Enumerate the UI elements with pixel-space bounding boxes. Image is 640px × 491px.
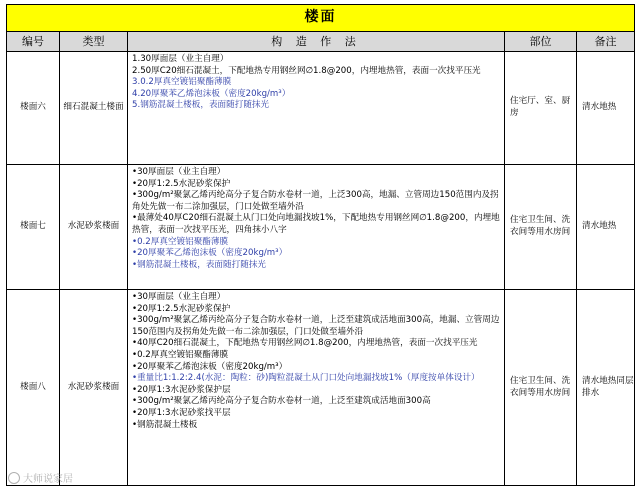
- construction-line: 4.20厚聚苯乙烯泡沫板（密度20kg/m³）: [132, 88, 291, 99]
- table-row: [7, 52, 635, 165]
- row-id: 楼面六: [7, 52, 60, 165]
- construction-line: •20厚1:3水泥砂浆找平层: [132, 407, 231, 418]
- construction-line: 3.0.2厚真空镀铝聚酯薄膜: [132, 77, 232, 88]
- construction-line: •40厚C20细石混凝土，下配地热专用钢丝网∅1.8@200，内埋地热管，表面一次找平压光: [132, 338, 478, 349]
- construction-line: •20厚1:2.5水泥砂浆保护: [132, 303, 231, 314]
- construction-line: 5.钢筋混凝土楼板，表面随打随抹光: [132, 100, 270, 111]
- construction-line: •300g/m²聚氯乙烯丙纶高分子复合防水卷材一道，上泛至建筑成活地面300高: [132, 396, 431, 407]
- construction-line: 2.50厚C20细石混凝土，下配地热专用钢丝网∅1.8@200，内埋地热管，表面一次找平压光: [132, 65, 481, 76]
- construction-line: •0.2厚真空镀铝聚酯薄膜: [132, 349, 229, 360]
- row-construction: [128, 290, 505, 486]
- construction-line: •300g/m²聚氯乙烯丙纶高分子复合防水卷材一道，上泛至建筑成活地面300高，地漏、立管周边150范围内及拐角处先做一布二涂加强层，门口处做至墙外沿: [132, 315, 500, 337]
- row-type: 细石混凝土楼面: [60, 52, 128, 165]
- header-construction: 构 造 作 法: [128, 32, 505, 52]
- construction-line: •钢筋混凝土楼板，表面随打随抹光: [132, 259, 266, 270]
- construction-line: •20厚聚苯乙烯泡沫板（密度20kg/m³）: [132, 361, 288, 372]
- row-remarks: 清水地热: [577, 52, 635, 165]
- row-location: 住宅厅、室、厨房: [505, 52, 577, 165]
- construction-line: •重量比1:1.2:2.4(水泥：陶粒：砂)陶粒混凝土从门口处向地漏找坡1%（厚度按单体设计）: [132, 373, 480, 384]
- watermark: [8, 470, 73, 485]
- construction-line: •20厚1:2.5水泥砂浆保护: [132, 178, 231, 189]
- header-location: 部位: [505, 32, 577, 52]
- construction-line: •30厚面层（业主自理）: [132, 292, 226, 302]
- construction-line: •300g/m²聚氯乙烯丙纶高分子复合防水卷材一道，上泛300高，地漏、立管周边150范围内及拐角处先做一布二涂加强层，门口处做至墙外沿: [132, 190, 499, 212]
- construction-line: •20厚聚苯乙烯泡沫板（密度20kg/m³）: [132, 248, 288, 259]
- table-row: [7, 165, 635, 290]
- table-row: [7, 290, 635, 486]
- header-type: 类型: [60, 32, 128, 52]
- watermark-text: 大师说家居: [23, 474, 73, 485]
- row-remarks: 清水地热: [577, 165, 635, 290]
- construction-line: •30厚面层（业主自理）: [132, 167, 226, 177]
- construction-line: •20厚1:3水泥砂浆保护层: [132, 384, 231, 395]
- construction-line: 1.30厚面层（业主自理）: [132, 54, 229, 64]
- header-id: 编号: [7, 32, 60, 52]
- row-id: 楼面七: [7, 165, 60, 290]
- construction-line: •0.2厚真空镀铝聚酯薄膜: [132, 236, 229, 247]
- row-remarks: 清水地热同层排水: [577, 290, 635, 486]
- row-type: 水泥砂浆楼面: [60, 165, 128, 290]
- row-construction: [128, 52, 505, 165]
- construction-line: •钢筋混凝土楼板: [132, 419, 198, 430]
- row-id: 楼面八: [7, 290, 60, 486]
- header-remarks: 备注: [577, 32, 635, 52]
- row-location: 住宅卫生间、洗衣间等用水房间: [505, 165, 577, 290]
- floor-spec-table: [6, 4, 635, 486]
- construction-line: •最薄处40厚C20细石混凝土从门口处向地漏找坡1%，下配地热专用钢丝网∅1.8@200，内埋地热管，表面一次找平压光，四角抹小八字: [132, 213, 500, 235]
- brand-logo-icon: [8, 472, 20, 484]
- row-type: 水泥砂浆楼面: [60, 290, 128, 486]
- row-location: 住宅卫生间、洗衣间等用水房间: [505, 290, 577, 486]
- row-construction: [128, 165, 505, 290]
- table-title: 楼面: [7, 5, 635, 32]
